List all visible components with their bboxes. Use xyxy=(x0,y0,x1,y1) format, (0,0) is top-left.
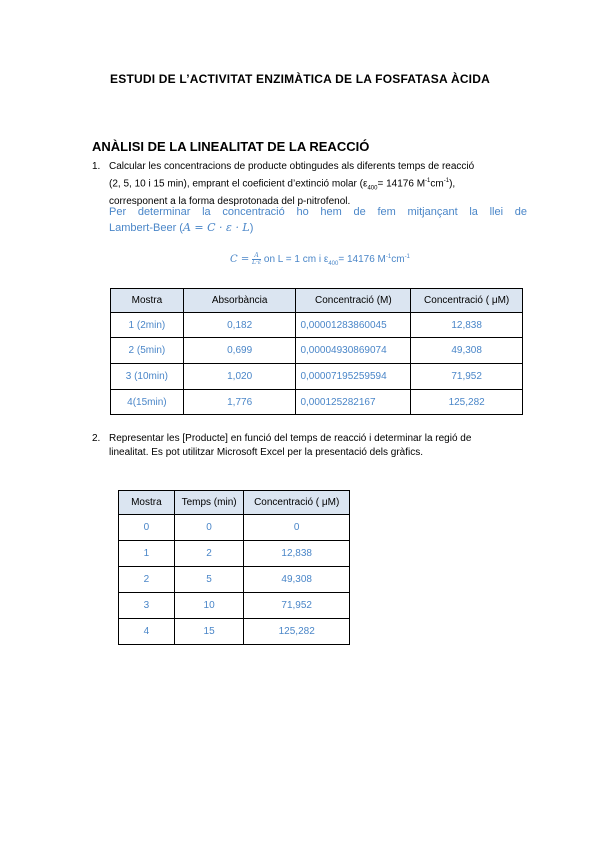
item-1-text xyxy=(109,160,529,209)
formula-rest-mid: = 14176 M xyxy=(338,254,386,266)
item-2-line-2: linealitat. Es pot utilitzar Microsoft Excel per la presentació dels gràfics. xyxy=(109,447,424,458)
table-row xyxy=(119,593,350,619)
column-header-mostra: Mostra xyxy=(119,491,175,515)
table-row xyxy=(119,619,350,645)
column-header-temps: Temps (min) xyxy=(174,491,244,515)
table-cell: 0,00004930869074 xyxy=(296,338,411,364)
item-1-line-2 xyxy=(109,174,529,195)
table-cell: 5 xyxy=(174,567,244,593)
table-cell: 3 xyxy=(119,593,175,619)
document-title: ESTUDI DE L’ACTIVITAT ENZIMÀTICA DE LA FOSFATASA ÀCIDA xyxy=(110,72,490,86)
table-cell: 49,308 xyxy=(411,338,523,364)
table-cell: 0,182 xyxy=(183,313,296,338)
time-concentration-table xyxy=(118,490,350,645)
table-cell: 12,838 xyxy=(411,313,523,338)
table-cell: 1 (2min) xyxy=(111,313,184,338)
table-cell: 71,952 xyxy=(411,364,523,390)
answer-line-2 xyxy=(109,220,253,236)
table-cell: 0 xyxy=(174,515,244,541)
item-1-line-2-post: ), xyxy=(449,178,456,190)
formula-exponent-cm: -1 xyxy=(404,253,410,260)
table-row xyxy=(119,515,350,541)
table-cell: 49,308 xyxy=(244,567,350,593)
table-row xyxy=(111,364,523,390)
table-cell: 1,020 xyxy=(183,364,296,390)
formula-exponent-m: -1 xyxy=(385,253,392,260)
column-header-concentracio-m: Concentració (M) xyxy=(296,289,411,313)
item-1-line-2-mid: = 14176 M xyxy=(377,178,426,190)
table-cell: 0,000125282167 xyxy=(296,390,411,415)
item-2-number: 2. xyxy=(92,433,101,444)
table-row xyxy=(111,313,523,338)
table-cell: 125,282 xyxy=(244,619,350,645)
table-cell: 2 xyxy=(174,541,244,567)
column-header-absorbancia: Absorbància xyxy=(183,289,296,313)
table-cell: 0,00001283860045 xyxy=(296,313,411,338)
formula-unit-cm: cm xyxy=(391,254,405,266)
table-cell: 0 xyxy=(244,515,350,541)
table-header-row xyxy=(111,289,523,313)
unit-exponent-m: -1 xyxy=(425,178,431,184)
formula-rest-pre: on L = 1 cm i ε xyxy=(261,254,329,266)
table-row xyxy=(111,390,523,415)
table-header-row xyxy=(119,491,350,515)
table-cell: 71,952 xyxy=(244,593,350,619)
unit-cm: cm xyxy=(430,178,444,190)
table-cell: 0,00007195259594 xyxy=(296,364,411,390)
unit-exponent-cm: -1 xyxy=(443,178,450,184)
item-1-line-1: Calcular les concentracions de producte obtingudes als diferents temps de reacció xyxy=(109,161,475,172)
section-heading: ANÀLISI DE LA LINEALITAT DE LA REACCIÓ xyxy=(92,139,370,154)
table-cell: 1,776 xyxy=(183,390,296,415)
table-row xyxy=(119,567,350,593)
item-1-line-2-pre: (2, 5, 10 i 15 min), emprant el coeficient d’extinció molar (ε xyxy=(109,178,368,190)
table-cell: 2 (5min) xyxy=(111,338,184,364)
table-cell: 4 xyxy=(119,619,175,645)
table-cell: 0,699 xyxy=(183,338,296,364)
item-1-line-3: corresponent a la forma desprotonada del p-nitrofenol. xyxy=(109,196,351,208)
table-cell: 0 xyxy=(119,515,175,541)
formula-fraction xyxy=(252,253,261,266)
answer-line-2-pre: Lambert-Beer ( xyxy=(109,222,183,234)
item-1-number: 1. xyxy=(92,161,101,172)
table-cell: 125,282 xyxy=(411,390,523,415)
answer-line-2-post: ) xyxy=(249,222,254,234)
formula-numerator: A xyxy=(252,253,261,260)
formula-epsilon-subscript: 400 xyxy=(328,261,339,268)
table-cell: 4(15min) xyxy=(111,390,184,415)
table-row xyxy=(119,541,350,567)
table-row xyxy=(111,338,523,364)
concentration-formula xyxy=(230,253,410,267)
answer-line-1: Per determinar la concentració ho hem de fem mitjançant la llei de xyxy=(109,206,527,218)
table-cell: 15 xyxy=(174,619,244,645)
table-cell: 10 xyxy=(174,593,244,619)
formula-denominator: L·ε xyxy=(252,259,262,266)
table-cell: 12,838 xyxy=(244,541,350,567)
column-header-concentracio-um: Concentració ( μM) xyxy=(244,491,350,515)
absorbance-table xyxy=(110,288,523,415)
epsilon-subscript: 400 xyxy=(367,185,378,192)
lambert-beer-equation: A = C · ε · L xyxy=(182,221,250,234)
table-cell: 2 xyxy=(119,567,175,593)
column-header-concentracio-um: Concentració ( μM) xyxy=(411,289,523,313)
item-2-text xyxy=(109,432,529,460)
column-header-mostra: Mostra xyxy=(111,289,184,313)
table-cell: 1 xyxy=(119,541,175,567)
item-2-line-1: Representar les [Producte] en funció del temps de reacció i determinar la regió de xyxy=(109,433,472,444)
table-cell: 3 (10min) xyxy=(111,364,184,390)
formula-lhs: C = xyxy=(230,254,250,266)
